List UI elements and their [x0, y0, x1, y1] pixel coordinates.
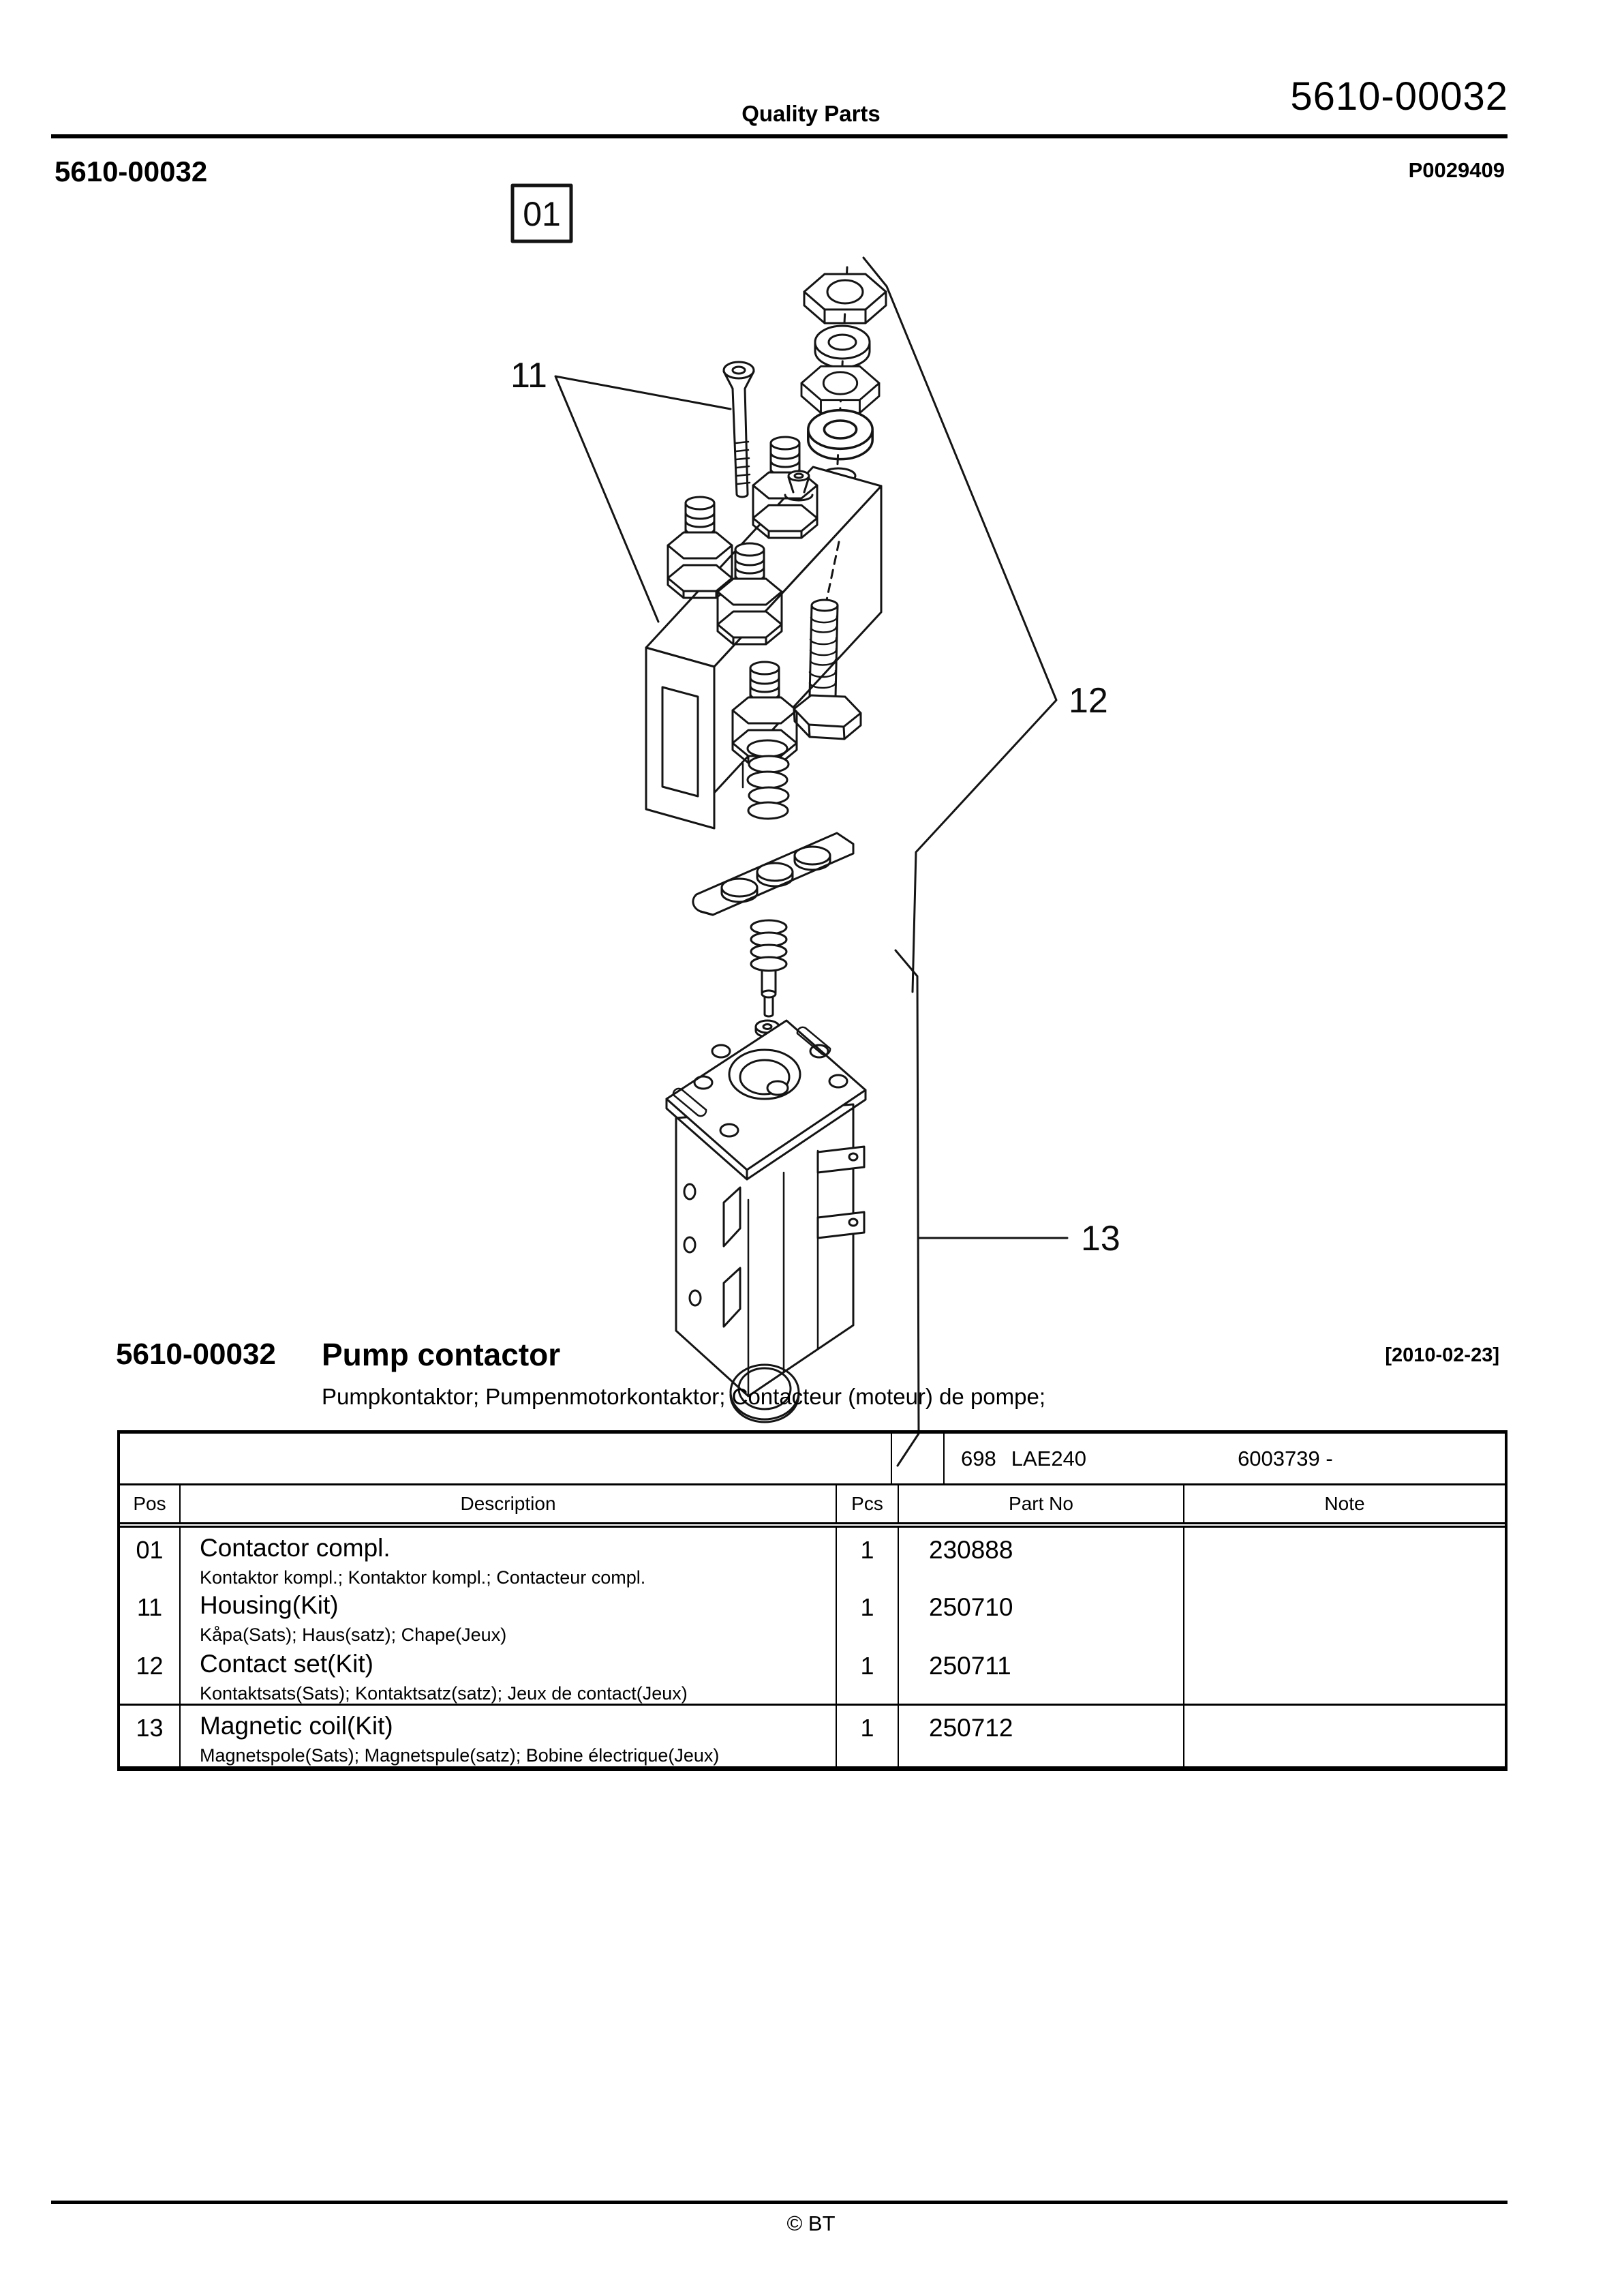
row-description-translations: Kontaktsats(Sats); Kontaktsatz(satz); Jeux de contact(Jeux)	[200, 1683, 688, 1704]
section-title: Pump contactor	[322, 1337, 561, 1372]
model-row-spacer-cell	[892, 1434, 945, 1483]
header-doc-number: 5610-00032	[1290, 74, 1508, 119]
section-date: [2010-02-23]	[1385, 1344, 1499, 1366]
col-header-part-no: Part No	[899, 1485, 1184, 1522]
coil-drawing	[667, 1021, 866, 1396]
nut-washer-stack	[801, 267, 886, 483]
section-doc-number: 5610-00032	[116, 1338, 276, 1371]
callout-12-label: 12	[1069, 681, 1108, 721]
row-note	[1184, 1585, 1505, 1644]
row-pcs: 1	[837, 1644, 899, 1704]
table-row	[120, 1644, 1505, 1704]
spring	[748, 740, 789, 819]
model-row	[120, 1434, 1505, 1485]
row-description-cell	[181, 1585, 837, 1644]
row-part-no: 230888	[899, 1528, 1184, 1585]
footer-rule	[51, 2201, 1508, 2204]
serial-range: 6003739 -	[1238, 1446, 1333, 1470]
callout-11-label: 11	[510, 356, 547, 395]
row-pcs: 1	[837, 1528, 899, 1585]
row-pos: 01	[120, 1528, 181, 1585]
row-pos: 13	[120, 1706, 181, 1766]
view-box-01	[512, 185, 571, 241]
model-row-info-cell	[945, 1447, 1505, 1471]
contact-bar	[693, 833, 853, 1016]
row-part-no: 250712	[899, 1706, 1184, 1766]
section-subtitle: Pumpkontaktor; Pumpenmotorkontaktor; Contacteur (moteur) de pompe;	[322, 1384, 1046, 1409]
subheader-doc-number: 5610-00032	[55, 155, 208, 187]
col-header-description: Description	[181, 1485, 837, 1522]
model-name: LAE240	[1011, 1446, 1087, 1470]
row-note	[1184, 1644, 1505, 1704]
row-description: Magnetic coil(Kit)	[200, 1712, 393, 1740]
callout-12-bracket	[863, 258, 1056, 992]
parts-table	[117, 1430, 1508, 1771]
row-description-cell	[181, 1528, 837, 1588]
table-row	[120, 1528, 1505, 1588]
row-description: Contactor compl.	[200, 1534, 391, 1562]
model-row-empty-cell	[120, 1434, 892, 1483]
header-title: Quality Parts	[741, 101, 881, 126]
table-header-row	[120, 1485, 1505, 1528]
callout-13-label: 13	[1081, 1219, 1120, 1258]
table-row	[120, 1704, 1505, 1766]
row-note	[1184, 1706, 1505, 1766]
row-part-no: 250710	[899, 1585, 1184, 1644]
row-part-no: 250711	[899, 1644, 1184, 1704]
row-pcs: 1	[837, 1706, 899, 1766]
footer-copyright: © BT	[786, 2211, 836, 2235]
col-header-note: Note	[1324, 1493, 1365, 1514]
row-pos: 12	[120, 1644, 181, 1704]
row-description-cell	[181, 1706, 837, 1766]
countersunk-screw	[724, 362, 754, 497]
table-row	[120, 1585, 1505, 1644]
row-description-translations: Magnetspole(Sats); Magnetspule(satz); Bobine électrique(Jeux)	[200, 1745, 720, 1766]
row-pos: 11	[120, 1585, 181, 1644]
row-pcs: 1	[837, 1585, 899, 1644]
view-box-label: 01	[523, 195, 561, 233]
row-description-cell	[181, 1644, 837, 1704]
row-note	[1184, 1528, 1505, 1585]
row-description-translations: Kontaktor kompl.; Kontaktor kompl.; Contacteur compl.	[200, 1567, 646, 1588]
header-rule	[51, 134, 1508, 138]
col-header-pcs: Pcs	[837, 1485, 899, 1522]
row-description-translations: Kåpa(Sats); Haus(satz); Chape(Jeux)	[200, 1625, 507, 1645]
exploded-view-diagram	[477, 170, 1145, 1479]
row-description: Contact set(Kit)	[200, 1650, 373, 1678]
col-header-pos: Pos	[120, 1485, 181, 1522]
row-description: Housing(Kit)	[200, 1591, 339, 1619]
plate-code: P0029409	[1408, 158, 1505, 182]
model-code: 698	[961, 1446, 996, 1470]
